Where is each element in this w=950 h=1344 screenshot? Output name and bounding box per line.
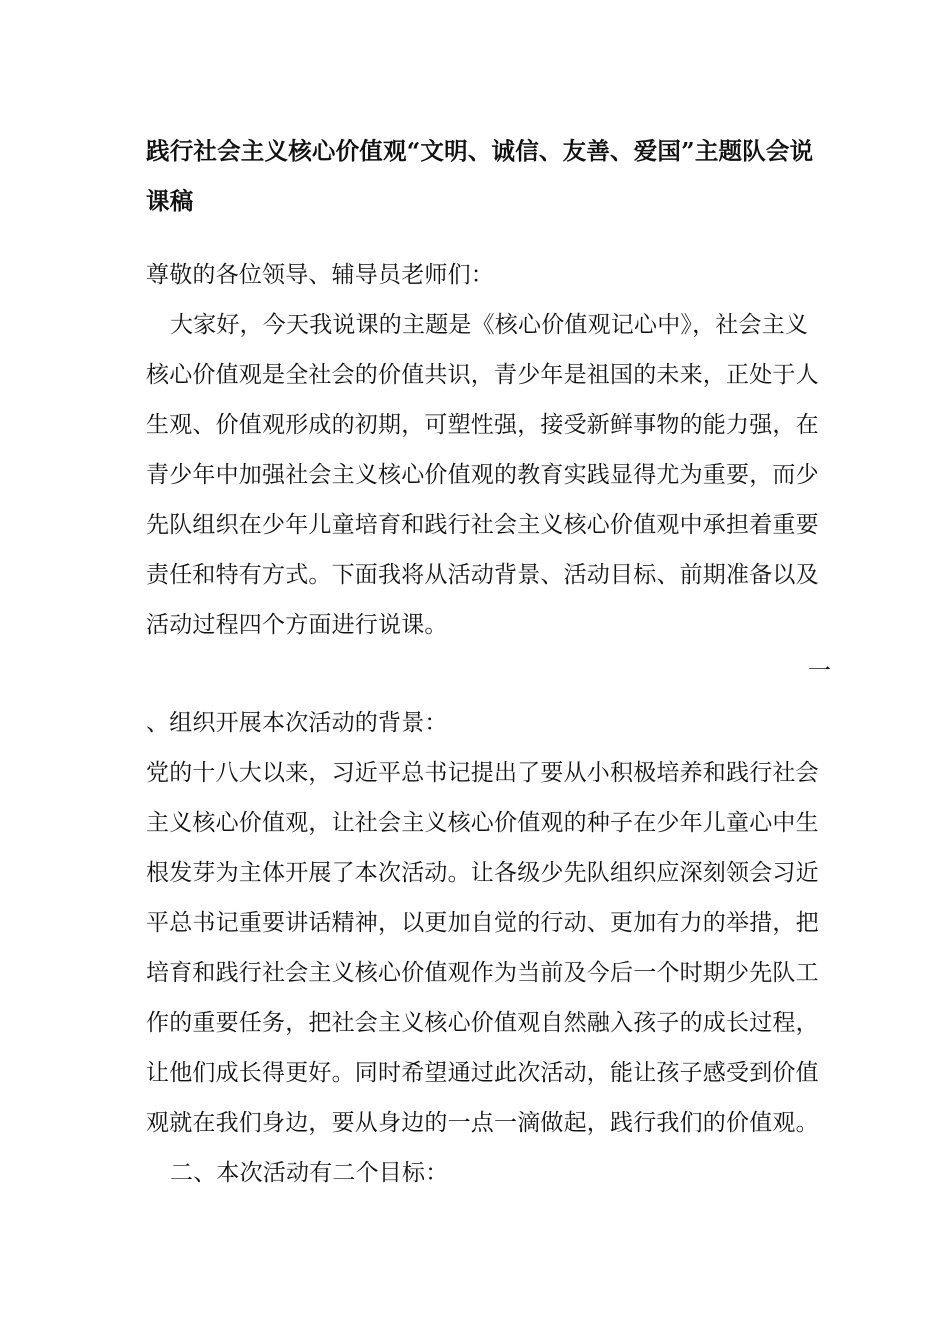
paragraph2-line: 让他们成长得更好。同时希望通过此次活动，能让孩子感受到价值	[146, 1060, 819, 1086]
paragraph1-line: 大家好，今天我说课的主题是《核心价值观记心中》，社会主义	[170, 312, 809, 338]
paragraph1-line: 活动过程四个方面进行说课。	[146, 612, 448, 638]
paragraph1-line: 责任和特有方式。下面我将从活动背景、活动目标、前期准备以及	[146, 562, 819, 588]
paragraph1-line: 核心价值观是全社会的价值共识，青少年是祖国的未来，正处于人	[146, 362, 819, 388]
paragraph2-line: 党的十八大以来，习近平总书记提出了要从小积极培养和践行社会	[146, 760, 819, 786]
section2-heading: 二、本次活动有二个目标：	[170, 1160, 449, 1186]
greeting: 尊敬的各位领导、辅导员老师们：	[146, 262, 494, 288]
paragraph1-line: 先队组织在少年儿童培育和践行社会主义核心价值观中承担着重要	[146, 512, 819, 538]
paragraph2-line: 作的重要任务，把社会主义核心价值观自然融入孩子的成长过程，	[146, 1010, 819, 1036]
paragraph2-line: 培育和践行社会主义核心价值观作为当前及今后一个时期少先队工	[146, 960, 819, 986]
paragraph1-line: 生观、价值观形成的初期，可塑性强，接受新鲜事物的能力强，在	[146, 412, 819, 438]
paragraph2-line: 根发芽为主体开展了本次活动。让各级少先队组织应深刻领会习近	[146, 860, 819, 886]
paragraph2-line: 平总书记重要讲话精神，以更加自觉的行动、更加有力的举措，把	[146, 910, 819, 936]
paragraph1-line: 青少年中加强社会主义核心价值观的教育实践显得尤为重要，而少	[146, 462, 819, 488]
paragraph2-line: 主义核心价值观，让社会主义核心价值观的种子在少年儿童心中生	[146, 810, 819, 836]
document-title-line-2: 课稿	[146, 187, 194, 215]
document-title-line-1: 践行社会主义核心价值观“文明、诚信、友善、爱国”主题队会说	[146, 137, 814, 165]
section1-heading: 、组织开展本次活动的背景：	[146, 710, 448, 736]
section1-number: 一	[808, 658, 831, 684]
paragraph2-line: 观就在我们身边，要从身边的一点一滴做起，践行我们的价值观。	[146, 1110, 819, 1136]
